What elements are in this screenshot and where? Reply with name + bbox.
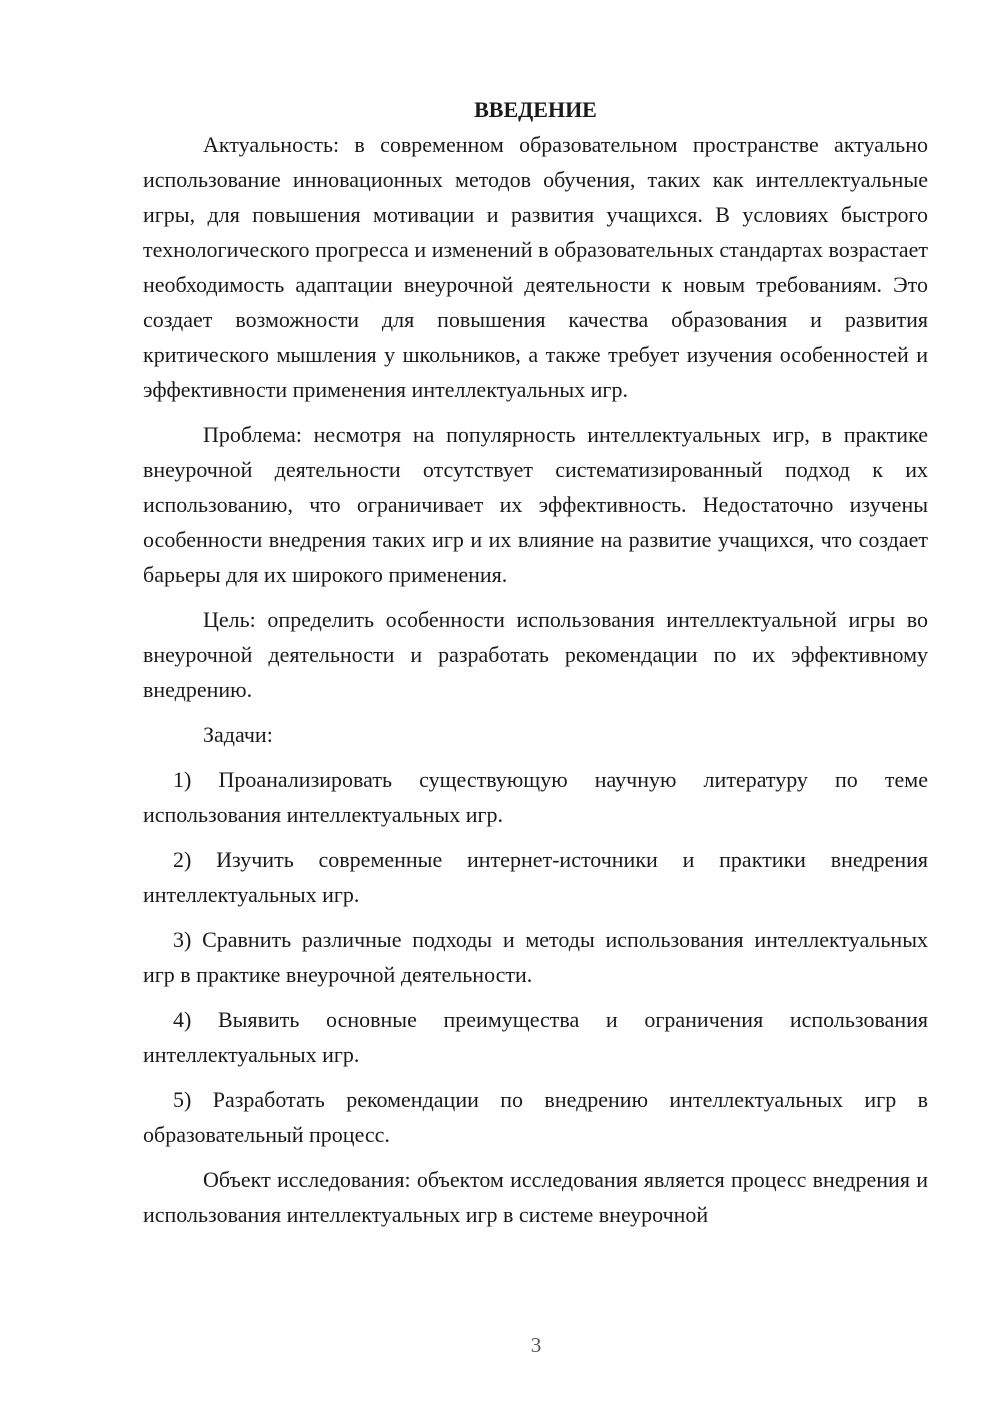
task-item: 3) Сравнить различные подходы и методы использования интеллектуальных игр в практике внеурочной деятельности. [143, 927, 928, 987]
task-item: 2) Изучить современные интернет-источники и практики внедрения интеллектуальных игр. [143, 847, 928, 907]
page-content [143, 92, 928, 1232]
paragraph-problem: Проблема: несмотря на популярность интеллектуальных игр, в практике внеурочной деятельности отсутствует систематизированный подход к их использованию, что ограничивает их эффективность. Недостаточно изучены особенности внедрения таких игр и их влияние на развитие учащихся, что создает барьеры для их широкого применения. [143, 422, 928, 587]
task-item: 1) Проанализировать существующую научную литературу по теме использования интеллектуальных игр. [143, 767, 928, 827]
tasks-list [143, 762, 928, 1152]
paragraph-relevance: Актуальность: в современном образовательном пространстве актуально использование инновационных методов обучения, таких как интеллектуальные игры, для повышения мотивации и развития учащихся. В условиях быстрого технологического прогресса и изменений в образовательных стандартах возрастает необходимость адаптации внеурочной деятельности к новым требованиям. Это создает возможности для повышения качества образования и развития критического мышления у школьников, а также требует изучения особенностей и эффективности применения интеллектуальных игр. [143, 132, 928, 402]
section-heading: ВВЕДЕНИЕ [474, 97, 597, 122]
task-item: 4) Выявить основные преимущества и ограничения использования интеллектуальных игр. [143, 1007, 928, 1067]
tasks-label: Задачи: [203, 722, 273, 747]
task-item: 5) Разработать рекомендации по внедрению интеллектуальных игр в образовательный процесс. [143, 1087, 928, 1147]
page-number: 3 [530, 1333, 542, 1357]
paragraph-object: Объект исследования: объектом исследования является процесс внедрения и использования интеллектуальных игр в системе внеурочной [143, 1167, 928, 1227]
paragraph-goal: Цель: определить особенности использования интеллектуальной игры во внеурочной деятельности и разработать рекомендации по их эффективному внедрению. [143, 607, 928, 702]
